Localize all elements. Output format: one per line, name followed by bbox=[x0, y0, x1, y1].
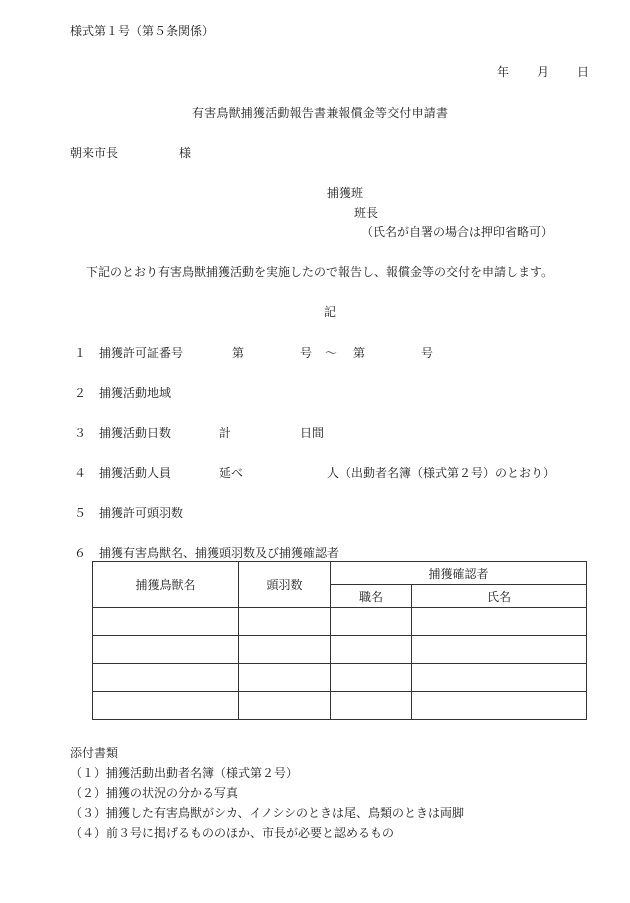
item-label: 捕獲許可証番号 bbox=[99, 346, 184, 360]
cell-animal[interactable] bbox=[93, 636, 239, 664]
form-number: 様式第１号（第５条関係） bbox=[70, 24, 215, 38]
cell-job-title[interactable] bbox=[331, 664, 412, 692]
header-count: 頭羽数 bbox=[239, 562, 331, 608]
item-number: ６ bbox=[74, 546, 87, 560]
header-confirmer: 捕獲確認者 bbox=[331, 562, 587, 585]
capture-table bbox=[92, 561, 587, 720]
addressee: 朝来市長 bbox=[70, 146, 119, 160]
item-label: 捕獲許可頭羽数 bbox=[99, 506, 184, 520]
cell-animal[interactable] bbox=[93, 692, 239, 720]
cell-job-title[interactable] bbox=[331, 692, 412, 720]
header-job-title: 職名 bbox=[331, 585, 412, 608]
cell-count[interactable] bbox=[239, 692, 331, 720]
ki-label: 記 bbox=[324, 305, 337, 319]
personnel-prefix: 延べ bbox=[219, 466, 244, 480]
attachment-item: （４）前３号に掲げるもののほか、市長が必要と認めるもの bbox=[70, 826, 395, 840]
cell-count[interactable] bbox=[239, 636, 331, 664]
table-row bbox=[93, 664, 587, 692]
header-animal-name: 捕獲鳥獣名 bbox=[93, 562, 239, 608]
item-label: 捕獲活動人員 bbox=[99, 466, 172, 480]
header-name: 氏名 bbox=[412, 585, 587, 608]
range-separator: 〜 bbox=[325, 346, 338, 360]
permit-to-prefix: 第 bbox=[353, 346, 366, 360]
table-row bbox=[93, 608, 587, 636]
item-number: １ bbox=[74, 346, 87, 360]
cell-count[interactable] bbox=[239, 608, 331, 636]
attachment-item: （２）捕獲の状況の分かる写真 bbox=[70, 786, 239, 800]
item-label: 捕獲活動地域 bbox=[99, 386, 172, 400]
cell-count[interactable] bbox=[239, 664, 331, 692]
days-suffix: 日間 bbox=[300, 426, 325, 440]
intro-text: 下記のとおり有害鳥獣捕獲活動を実施したので報告し、報償金等の交付を申請します。 bbox=[86, 265, 554, 279]
days-prefix: 計 bbox=[219, 426, 232, 440]
item-number: ３ bbox=[74, 426, 87, 440]
cell-name[interactable] bbox=[412, 608, 587, 636]
attachments-heading: 添付書類 bbox=[70, 746, 119, 760]
item-label: 捕獲有害鳥獣名、捕獲頭羽数及び捕獲確認者 bbox=[99, 546, 340, 560]
table-row bbox=[93, 636, 587, 664]
cell-job-title[interactable] bbox=[331, 636, 412, 664]
cell-name[interactable] bbox=[412, 636, 587, 664]
attachment-item: （１）捕獲活動出動者名簿（様式第２号） bbox=[70, 766, 299, 780]
applicant-leader: 班長 bbox=[354, 206, 379, 220]
permit-from-suffix: 号 bbox=[300, 346, 313, 360]
date-month: 月 bbox=[537, 65, 550, 79]
honorific: 様 bbox=[179, 146, 192, 160]
permit-to-suffix: 号 bbox=[421, 346, 434, 360]
form-title: 有害鳥獣捕獲活動報告書兼報償金等交付申請書 bbox=[192, 106, 449, 120]
date-day: 日 bbox=[577, 65, 590, 79]
item-number: ５ bbox=[74, 506, 87, 520]
item-label: 捕獲活動日数 bbox=[99, 426, 172, 440]
cell-animal[interactable] bbox=[93, 608, 239, 636]
personnel-suffix: 人（出動者名簿（様式第２号）のとおり） bbox=[327, 466, 556, 480]
applicant-group: 捕獲班 bbox=[327, 186, 364, 200]
cell-job-title[interactable] bbox=[331, 608, 412, 636]
item-number: ２ bbox=[74, 386, 87, 400]
permit-from-prefix: 第 bbox=[232, 346, 245, 360]
date-year: 年 bbox=[497, 65, 510, 79]
table-row bbox=[93, 692, 587, 720]
attachment-item: （３）捕獲した有害鳥獣がシカ、イノシシのときは尾、鳥類のときは両脚 bbox=[70, 806, 465, 820]
item-number: ４ bbox=[74, 466, 87, 480]
cell-name[interactable] bbox=[412, 692, 587, 720]
seal-note: （氏名が自署の場合は押印省略可） bbox=[361, 225, 554, 239]
cell-animal[interactable] bbox=[93, 664, 239, 692]
cell-name[interactable] bbox=[412, 664, 587, 692]
